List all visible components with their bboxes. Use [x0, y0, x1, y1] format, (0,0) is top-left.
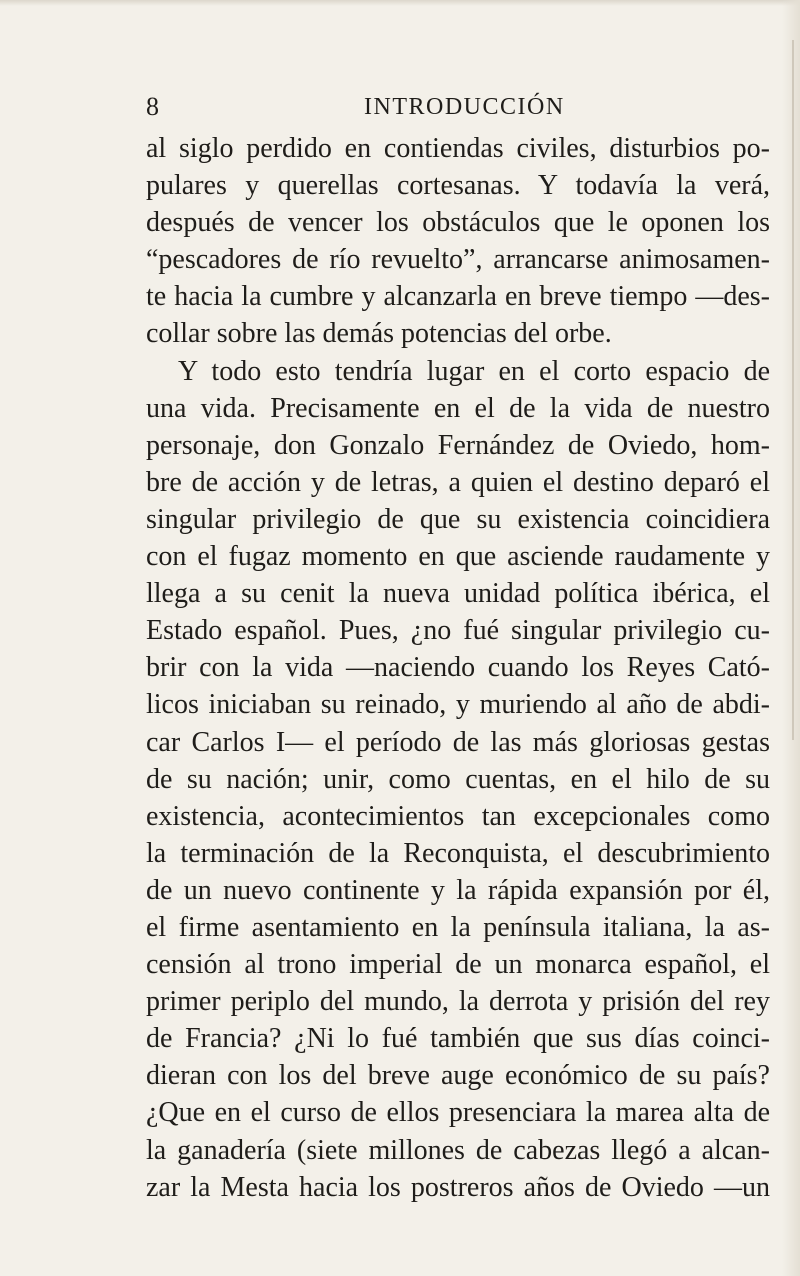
text-line: censión al trono imperial de un monarca español, el — [146, 949, 770, 981]
text-line: “pescadores de río revuelto”, arrancarse animosamen- — [146, 244, 770, 276]
text-line: al siglo perdido en contiendas civiles, disturbios po- — [146, 133, 770, 164]
page-number: 8 — [146, 92, 159, 121]
text-line: brir con la vida —naciendo cuando los Reyes Cató- — [146, 652, 770, 684]
text-line: existencia, acontecimientos tan excepcionales como — [146, 800, 770, 832]
text-line: personaje, don Gonzalo Fernández de Oviedo, hom- — [146, 429, 770, 461]
text-line: ¿Que en el curso de ellos presenciara la marea alta de — [146, 1097, 770, 1129]
text-line: car Carlos I— el período de las más gloriosas gestas — [146, 726, 770, 758]
text-line: después de vencer los obstáculos que le oponen los — [146, 207, 770, 239]
text-line: con el fugaz momento en que asciende raudamente y — [146, 541, 770, 573]
text-line: la ganadería (siete millones de cabezas llegó a alcan- — [146, 1134, 770, 1166]
text-line: bre de acción y de letras, a quien el destino deparó el — [146, 466, 770, 498]
text-line: una vida. Precisamente en el de la vida de nuestro — [146, 392, 770, 424]
page-top-edge — [0, 0, 800, 6]
running-title: INTRODUCCIÓN — [364, 94, 565, 120]
text-line: de su nación; unir, como cuentas, en el hilo de su — [146, 763, 770, 795]
text-line: llega a su cenit la nueva unidad política ibérica, el — [146, 578, 770, 610]
text-line: te hacia la cumbre y alcanzarla en breve tiempo —des- — [146, 281, 770, 313]
page-right-edge — [782, 0, 800, 1276]
text-line: Estado español. Pues, ¿no fué singular privilegio cu- — [146, 615, 770, 647]
running-head — [146, 92, 800, 122]
text-line: la terminación de la Reconquista, el descubrimiento — [146, 837, 770, 869]
text-line: de un nuevo continente y la rápida expansión por él, — [146, 874, 770, 906]
text-line: singular privilegio de que su existencia coincidiera — [146, 503, 770, 535]
text-line: dieran con los del breve auge económico de su país? — [146, 1060, 770, 1092]
body-text — [146, 130, 770, 1206]
text-line: zar la Mesta hacia los postreros años de Oviedo —un — [146, 1171, 770, 1203]
text-line: collar sobre las demás potencias del orbe. — [146, 318, 612, 350]
text-line: el firme asentamiento en la península italiana, la as- — [146, 911, 770, 943]
text-line: de Francia? ¿Ni lo fué también que sus días coinci- — [146, 1023, 770, 1055]
text-line: primer periplo del mundo, la derrota y prisión del rey — [146, 986, 770, 1018]
paragraph-start-line: Y todo esto tendría lugar en el corto espacio de — [178, 355, 770, 387]
text-line: licos iniciaban su reinado, y muriendo al año de abdi- — [146, 689, 770, 721]
text-line: pulares y querellas cortesanas. Y todavía la verá, — [146, 170, 770, 202]
